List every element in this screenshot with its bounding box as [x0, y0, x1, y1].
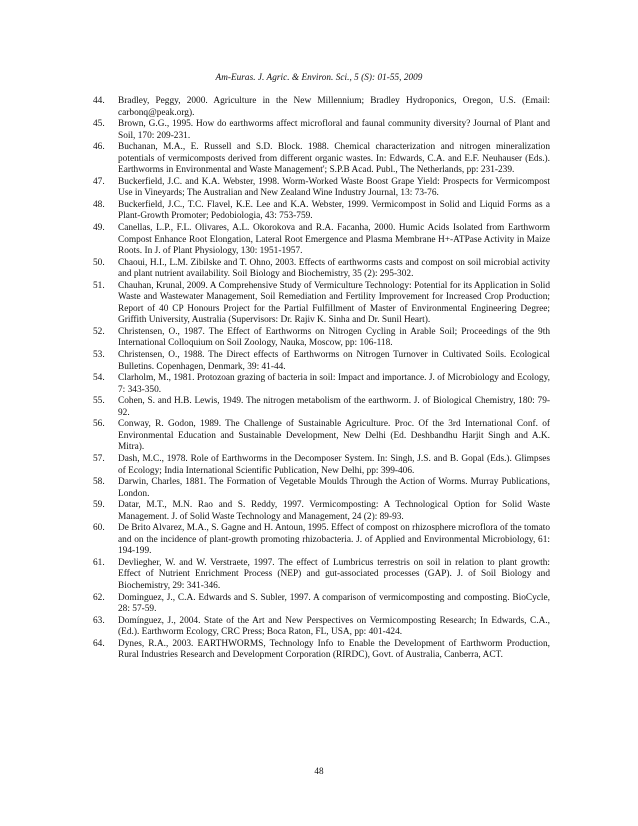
reference-text: Dominguez, J., C.A. Edwards and S. Subler, 1997. A comparison of vermicomposting and composting. BioCycle, 28: 57-59.: [118, 592, 550, 615]
reference-number: 50.: [93, 257, 105, 268]
reference-text: Datar, M.T., M.N. Rao and S. Reddy, 1997. Vermicomposting: A Technological Option for Solid Waste Management. J. of Solid Waste Technology and Management, 24 (2): 89-93.: [118, 500, 550, 522]
reference-number: 53.: [93, 350, 105, 361]
reference-text: Clarholm, M., 1981. Protozoan grazing of bacteria in soil: Impact and importance. J. of Microbiology and Ecology, 7: 343-350.: [118, 373, 550, 395]
reference-item: [93, 142, 550, 177]
reference-text: Buckerfield, J.C., T.C. Flavel, K.E. Lee and K.A. Webster, 1999. Vermicompost in Solid and Liquid Forms as a Plant-Growth Promoter; Pedobiologia, 43: 753-759.: [118, 199, 550, 222]
reference-list: [93, 96, 550, 662]
reference-item: [93, 396, 550, 419]
reference-item: [93, 223, 550, 258]
reference-item: [93, 477, 550, 500]
reference-text: Christensen, O., 1988. The Direct effects of Earthworms on Nitrogen Turnover in Cultivated Soils. Ecological Bulletins. Copenhagen, Denmark, 39: 41-44.: [118, 350, 550, 372]
reference-number: 57.: [93, 453, 105, 464]
reference-text: Darwin, Charles, 1881. The Formation of Vegetable Moulds Through the Action of Worms. Murray Publications, London.: [118, 477, 550, 499]
reference-item: [93, 327, 550, 350]
reference-number: 64.: [93, 638, 105, 649]
reference-number: 44.: [93, 96, 105, 106]
reference-text: Buckerfield, J.C. and K.A. Webster, 1998. Worm-Worked Waste Boost Grape Yield: Prospects for Vermicompost Use in Vineyards; The Australian and New Zealand Wine Industry Journal, 13: 73-76.: [118, 176, 550, 199]
reference-number: 48.: [93, 199, 105, 210]
reference-item: [93, 373, 550, 396]
reference-number: 60.: [93, 523, 105, 534]
reference-number: 49.: [93, 223, 105, 234]
reference-text: Devliegher, W. and W. Verstraete, 1997. The effect of Lumbricus terrestris on soil in relation to plant growth: Effect of Nutrient Enrichment Process (NEP) and gut-associated processes (GAP). J. of Soil Biology and Biochemistry, 29: 341-346.: [118, 557, 550, 591]
reference-number: 51.: [93, 280, 105, 291]
reference-item: [93, 177, 550, 200]
reference-item: [93, 200, 550, 223]
reference-text: Domínguez, J., 2004. State of the Art and New Perspectives on Vermicomposting Research; In Edwards, C.A., (Ed.). Earthworm Ecology, CRC Press; Boca Raton, FL, USA, pp: 401-424.: [118, 615, 550, 638]
reference-text: De Brito Alvarez, M.A., S. Gagne and H. Antoun, 1995. Effect of compost on rhizosphere microflora of the tomato and on the incidence of plant-growth promoting rhizobacteria. J. of Applied and Environmental Microbiology, 61: 194-199.: [118, 523, 550, 557]
reference-text: Canellas, L.P., F.L. Olivares, A.L. Okorokova and R.A. Facanha, 2000. Humic Acids Isolated from Earthworm Compost Enhance Root Elongation, Lateral Root Emergence and Plasma Membrane H+-ATPase Activity in Maize Roots. In J. of Plant Physiology, 130: 1951-1957.: [118, 223, 550, 257]
page-number: 48: [314, 766, 324, 776]
reference-item: [93, 523, 550, 558]
reference-item: [93, 639, 550, 662]
reference-number: 59.: [93, 500, 105, 511]
reference-text: Conway, R. Godon, 1989. The Challenge of Sustainable Agriculture. Proc. Of the 3rd International Conf. of Environmental Education and Sustainable Development, New Delhi (Ed. Deshbandhu Harjit Singh and A.K. Mitra).: [118, 419, 550, 453]
reference-text: Bradley, Peggy, 2000. Agriculture in the New Millennium; Bradley Hydroponics, Oregon, U.S. (Email: carbonq@peak.org).: [118, 96, 550, 118]
reference-item: [93, 258, 550, 281]
reference-number: 61.: [93, 557, 105, 568]
reference-text: Christensen, O., 1987. The Effect of Earthworms on Nitrogen Cycling in Arable Soil; Proceedings of the 9th International Colloquium on Soil Zoology, Nauka, Moscow, pp: 106-118.: [118, 326, 550, 349]
reference-number: 54.: [93, 373, 105, 384]
reference-number: 58.: [93, 477, 105, 488]
reference-item: [93, 616, 550, 639]
reference-item: [93, 419, 550, 454]
reference-number: 52.: [93, 326, 105, 337]
reference-number: 45.: [93, 119, 105, 130]
reference-item: [93, 96, 550, 119]
reference-item: [93, 500, 550, 523]
reference-number: 46.: [93, 142, 105, 153]
reference-item: [93, 350, 550, 373]
reference-number: 63.: [93, 615, 105, 626]
reference-number: 47.: [93, 176, 105, 187]
reference-item: [93, 119, 550, 142]
reference-text: Chauhan, Krunal, 2009. A Comprehensive Study of Vermiculture Technology: Potential for its Application in Solid Waste and Wastewater Management, Soil Remediation and Fertility Improvement for Increased Crop Production; Report of 40 CP Honours Project for the Partial Fulfillment of Master of Environmental Engineering Degree; Griffith University, Australia (Supervisors: Dr. Rajiv K. Sinha and Dr. Sunil Heart).: [118, 280, 550, 326]
reference-number: 55.: [93, 396, 105, 407]
reference-item: [93, 558, 550, 593]
reference-item: [93, 454, 550, 477]
running-header: Am-Euras. J. Agric. & Environ. Sci., 5 (S): 01-55, 2009: [215, 72, 423, 82]
reference-text: Chaoui, H.I., L.M. Zibilske and T. Ohno, 2003. Effects of earthworms casts and compost on soil microbial activity and plant nutrient availability. Soil Biology and Biochemistry, 35 (2): 295-302.: [118, 257, 550, 280]
reference-item: [93, 593, 550, 616]
reference-number: 62.: [93, 592, 105, 603]
reference-text: Brown, G.G., 1995. How do earthworms affect microfloral and faunal community diversity? Journal of Plant and Soil, 170: 209-231.: [118, 119, 550, 141]
reference-text: Dynes, R.A., 2003. EARTHWORMS, Technology Info to Enable the Development of Earthworm Production, Rural Industries Research and Development Corporation (RIRDC), Govt. of Australia, Canberra, ACT.: [118, 638, 550, 661]
reference-text: Dash, M.C., 1978. Role of Earthworms in the Decomposer System. In: Singh, J.S. and B. Gopal (Eds.). Glimpses of Ecology; India International Scientific Publication, New Delhi, pp: 399-406.: [118, 453, 550, 476]
reference-text: Buchanan, M.A., E. Russell and S.D. Block. 1988. Chemical characterization and nitrogen mineralization potentials of vermicomposts derived from different organic wastes. In: Edwards, C.A. and E.F. Neuhauser (Eds.). Earthworms in Environmental and Waste Management'; S.P.B Acad. Publ., The Netherlands, pp: 231-239.: [118, 142, 550, 176]
reference-text: Cohen, S. and H.B. Lewis, 1949. The nitrogen metabolism of the earthworm. J. of Biological Chemistry, 180: 79-92.: [118, 396, 550, 418]
reference-item: [93, 281, 550, 327]
reference-number: 56.: [93, 419, 105, 430]
